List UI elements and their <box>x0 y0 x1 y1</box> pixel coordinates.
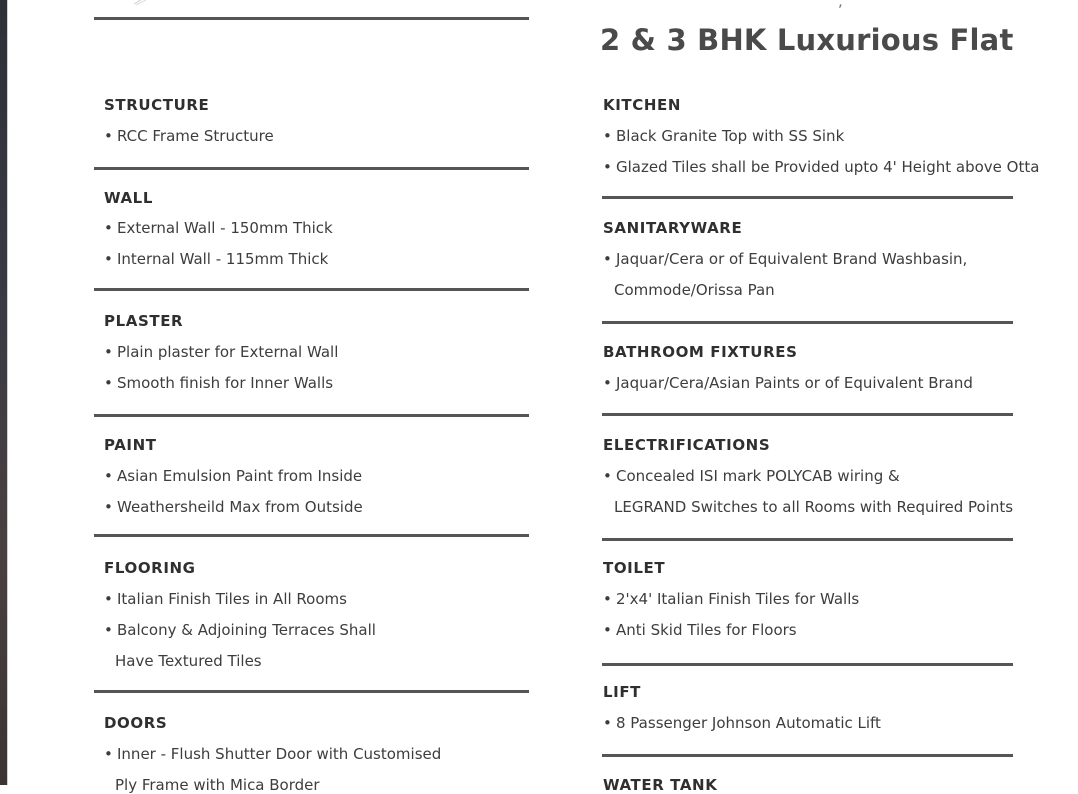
bullet: • <box>603 250 612 268</box>
section-heading-flooring: FLOORING <box>104 559 196 577</box>
item-text: Weathersheild Max from Outside <box>117 498 363 516</box>
divider <box>94 288 529 291</box>
list-item <box>603 590 859 608</box>
item-text: Glazed Tiles shall be Provided upto 4' Height above Otta <box>616 158 1040 176</box>
bullet: • <box>603 467 612 485</box>
list-item-continuation: LEGRAND Switches to all Rooms with Required Points <box>614 498 1014 516</box>
list-item <box>104 374 333 392</box>
item-text: Black Granite Top with SS Sink <box>616 127 845 145</box>
bullet: • <box>104 250 113 268</box>
list-item <box>603 250 967 268</box>
section-heading-structure: STRUCTURE <box>104 96 210 114</box>
list-item-continuation: Ply Frame with Mica Border <box>115 776 320 794</box>
section-heading-water-tank: WATER TANK <box>603 776 718 794</box>
item-text: Asian Emulsion Paint from Inside <box>117 467 363 485</box>
divider <box>602 413 1013 416</box>
bullet: • <box>104 127 113 145</box>
list-item <box>104 343 338 361</box>
list-item <box>104 590 347 608</box>
item-text: RCC Frame Structure <box>117 127 274 145</box>
divider <box>602 196 1013 199</box>
divider <box>94 414 529 417</box>
bullet: • <box>603 621 612 639</box>
section-heading-paint: PAINT <box>104 436 157 454</box>
bullet: • <box>603 714 612 732</box>
item-text: Smooth finish for Inner Walls <box>117 374 334 392</box>
item-text: Inner - Flush Shutter Door with Customised <box>117 745 442 763</box>
bullet: • <box>603 158 612 176</box>
item-text: Concealed ISI mark POLYCAB wiring & <box>616 467 900 485</box>
item-text: Balcony & Adjoining Terraces Shall <box>117 621 376 639</box>
section-heading-kitchen: KITCHEN <box>603 96 681 114</box>
page-title: 2 & 3 BHK Luxurious Flat <box>600 23 1014 57</box>
section-heading-plaster: PLASTER <box>104 312 184 330</box>
list-item <box>104 498 363 516</box>
list-item-continuation: Commode/Orissa Pan <box>614 281 775 299</box>
item-text: Jaquar/Cera/Asian Paints or of Equivalent Brand <box>616 374 973 392</box>
section-heading-toilet: TOILET <box>603 559 666 577</box>
divider <box>94 534 529 537</box>
divider <box>94 167 529 170</box>
top-text-fragment: , <box>838 0 843 10</box>
list-item <box>603 127 844 145</box>
item-text: 2'x4' Italian Finish Tiles for Walls <box>616 590 860 608</box>
item-text: Anti Skid Tiles for Floors <box>616 621 797 639</box>
list-item <box>104 467 362 485</box>
bullet: • <box>104 590 113 608</box>
bullet: • <box>603 590 612 608</box>
bullet: • <box>104 621 113 639</box>
item-text: External Wall - 150mm Thick <box>117 219 333 237</box>
list-item <box>603 467 900 485</box>
bullet: • <box>104 374 113 392</box>
section-heading-wall: WALL <box>104 189 153 207</box>
bullet: • <box>104 219 113 237</box>
divider <box>94 17 529 20</box>
list-item <box>603 621 797 639</box>
divider <box>94 690 529 693</box>
list-item-continuation: Have Textured Tiles <box>115 652 262 670</box>
section-heading-bathroom-fixtures: BATHROOM FIXTURES <box>603 343 798 361</box>
divider <box>602 321 1013 324</box>
list-item <box>603 158 1039 176</box>
item-text: 8 Passenger Johnson Automatic Lift <box>616 714 881 732</box>
divider <box>602 538 1013 541</box>
bullet: • <box>104 343 113 361</box>
window-left-edge <box>0 0 7 785</box>
section-heading-electrifications: ELECTRIFICATIONS <box>603 436 771 454</box>
list-item <box>104 621 376 639</box>
section-heading-sanitaryware: SANITARYWARE <box>603 219 743 237</box>
list-item <box>104 745 441 763</box>
list-item <box>104 250 328 268</box>
section-heading-lift: LIFT <box>603 683 642 701</box>
bullet: • <box>603 374 612 392</box>
list-item <box>104 127 274 145</box>
bullet: • <box>603 127 612 145</box>
item-text: Italian Finish Tiles in All Rooms <box>117 590 347 608</box>
item-text: Jaquar/Cera or of Equivalent Brand Washbasin, <box>616 250 968 268</box>
logo-fragment-icon <box>130 0 164 6</box>
bullet: • <box>104 498 113 516</box>
divider <box>602 754 1013 757</box>
list-item <box>603 374 973 392</box>
list-item <box>603 714 881 732</box>
item-text: Plain plaster for External Wall <box>117 343 339 361</box>
list-item <box>104 219 333 237</box>
bullet: • <box>104 745 113 763</box>
divider <box>602 663 1013 666</box>
item-text: Internal Wall - 115mm Thick <box>117 250 329 268</box>
bullet: • <box>104 467 113 485</box>
section-heading-doors: DOORS <box>104 714 168 732</box>
